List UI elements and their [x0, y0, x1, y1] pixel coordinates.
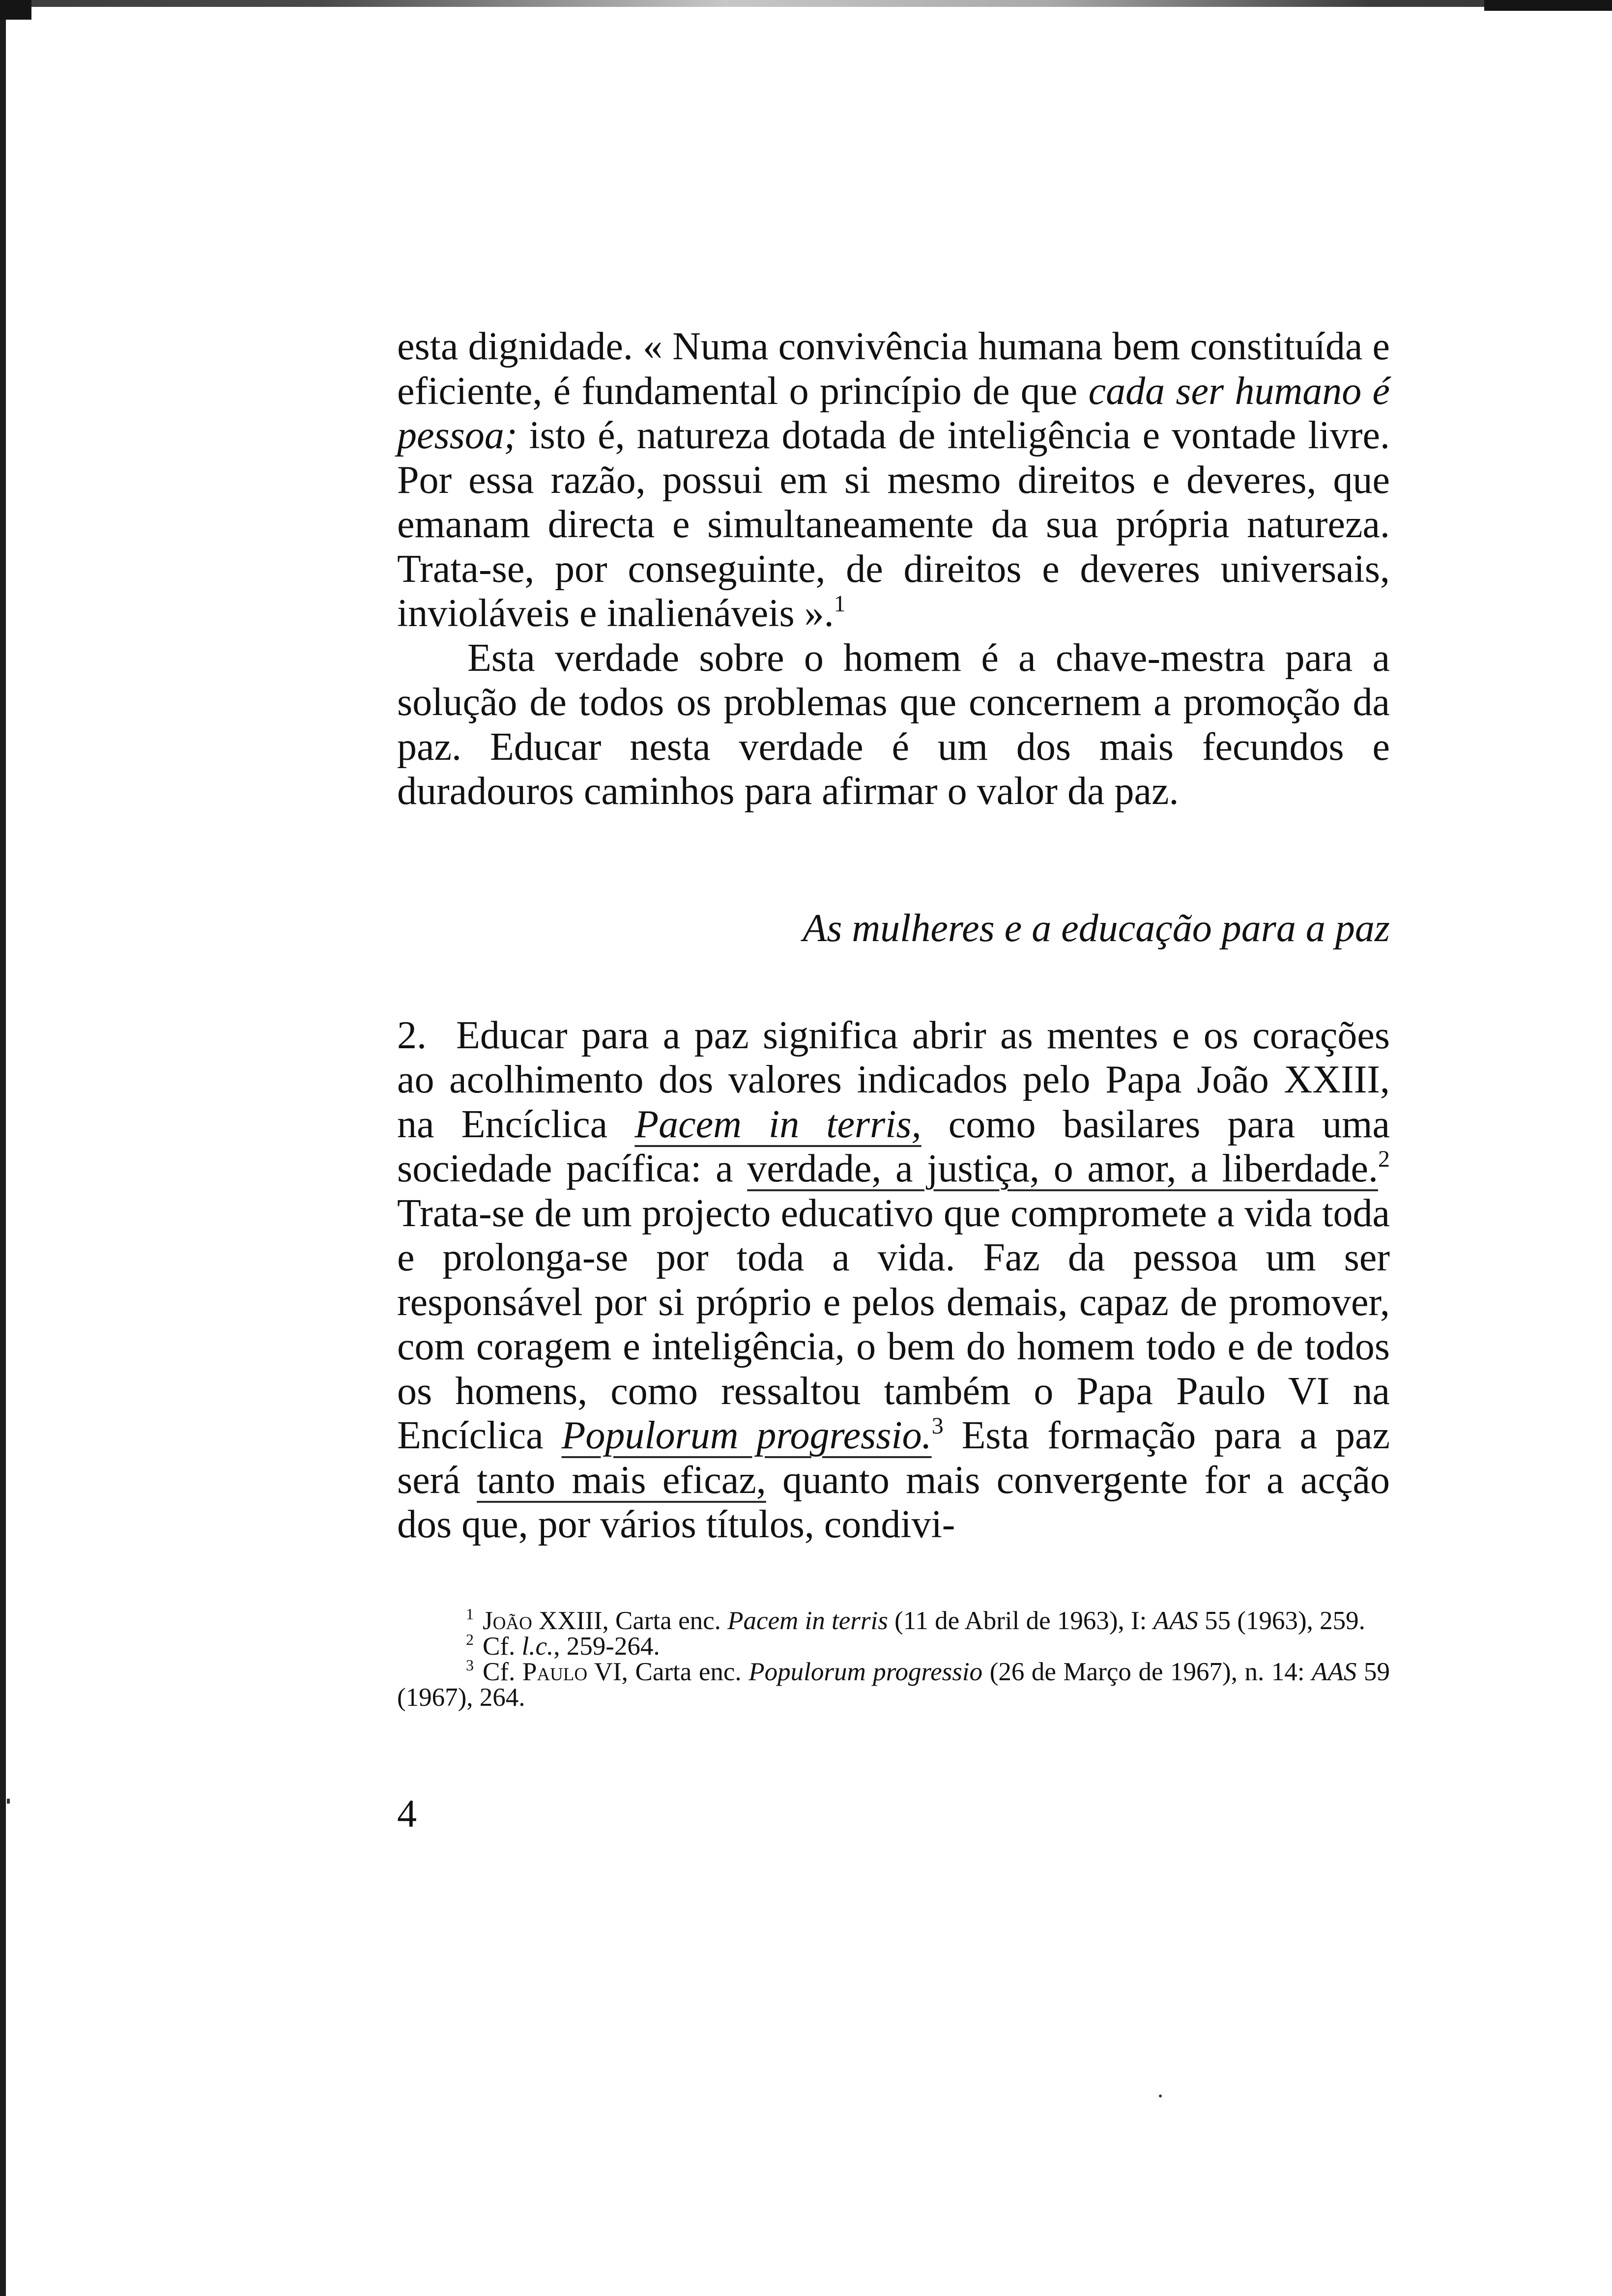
footnote-ref-2[interactable]: 2: [1378, 1146, 1390, 1172]
footnote-text: Cf.: [483, 1657, 522, 1686]
footnote-text: (11 de Abril de 1963), I:: [888, 1606, 1153, 1635]
footnote-text: , 259-264.: [553, 1632, 660, 1661]
footnote-ref-3[interactable]: 3: [931, 1413, 944, 1439]
footnote-3: [397, 1656, 1390, 1712]
footnote-author: João XXIII: [483, 1606, 603, 1635]
paragraph-3-italic-b: Populorum progressio.: [561, 1414, 932, 1457]
paragraph-2: Esta verdade sobre o homem é a chave-mestra para a solução de todos os problemas que concernem a promoção da paz. Educar nesta verdade é um dos mais fecundos e duradouros caminhos para afirmar o valor da paz.: [397, 636, 1390, 813]
footnote-author: Paulo: [522, 1657, 588, 1686]
scan-speck: [1159, 2095, 1162, 2097]
footnote-marker: 2: [466, 1630, 474, 1648]
footnote-text: , Carta enc.: [602, 1606, 728, 1635]
paragraph-3: [397, 1013, 1390, 1547]
footnote-italic: AAS: [1153, 1606, 1198, 1635]
paragraph-1: [397, 324, 1390, 636]
footnote-ref-1[interactable]: 1: [834, 591, 846, 617]
paragraph-3-text-d: Esta formação para a paz será: [397, 1414, 1390, 1502]
footnote-marker: 1: [466, 1605, 474, 1623]
footnote-text: 59 (1967), 264.: [397, 1657, 1390, 1712]
page-number: 4: [397, 1792, 417, 1836]
scan-edge-left: [0, 0, 6, 2296]
paragraph-3-text-e: quanto mais convergente for a acção dos que, por vários títulos, condivi-: [397, 1458, 1390, 1546]
footnote-marker: 3: [466, 1656, 474, 1674]
footnotes: [397, 1605, 1390, 1712]
handwritten-underline-a: verdade, a justiça, o amor, a liberdade.: [747, 1147, 1378, 1190]
scan-corner-mark: [0, 0, 31, 20]
footnote-italic: Populorum progressio: [748, 1657, 983, 1686]
paragraph-3-text-b: como basilares para uma sociedade pacífica: a: [397, 1102, 1390, 1190]
scan-speck-left: [7, 1799, 10, 1804]
page-content: [397, 324, 1390, 1836]
footnote-1: [397, 1605, 1390, 1635]
handwritten-underline-b: tanto mais eficaz,: [477, 1458, 766, 1502]
footnote-text: 55 (1963), 259.: [1198, 1606, 1365, 1635]
paragraph-3-italic-a: Pacem in terris,: [634, 1102, 921, 1146]
paragraph-3-text-c: Trata-se de um projecto educativo que compromete a vida toda e prolonga-se por toda a vida. Faz da pessoa um ser responsável por si próprio e pelos demais, capaz de promover, com coragem e inteligência, o bem do homem todo e de todos os homens, como ressaltou também o Papa Paulo VI na Encíclica: [397, 1191, 1390, 1457]
footnote-italic: Pacem in terris: [727, 1606, 888, 1635]
paragraph-3-text-a: Educar para a paz significa abrir as mentes e os corações ao acolhimento dos valores indicados pelo Papa João XXIII, na Encíclica: [397, 1013, 1390, 1146]
footnote-italic: l.c.: [521, 1632, 554, 1661]
paragraph-number: 2.: [397, 1013, 427, 1057]
footnote-text: Cf.: [483, 1632, 522, 1661]
paragraph-1-italic: cada ser humano é pessoa;: [397, 369, 1390, 457]
scan-edge-top: [0, 0, 1612, 7]
footnote-text: (26 de Março de 1967), n. 14:: [982, 1657, 1312, 1686]
section-heading: As mulheres e a educação para a paz: [803, 906, 1390, 950]
scan-edge-top-right: [1484, 0, 1612, 11]
paragraph-1-text-b: isto é, natureza dotada de inteligência e vontade livre. Por essa razão, possui em si mesmo direitos e deveres, que emanam directa e simultaneamente da sua própria natureza. Trata-se, por conseguinte, de direitos e deveres universais, invioláveis e inalienáveis ».: [397, 414, 1390, 635]
footnote-2: [397, 1630, 1390, 1661]
footnote-italic: AAS: [1312, 1657, 1357, 1686]
paragraph-1-text-a: esta dignidade. « Numa convivência humana bem constituída e eficiente, é fundamental o princípio de que: [397, 325, 1390, 413]
footnote-text: VI, Carta enc.: [587, 1657, 749, 1686]
